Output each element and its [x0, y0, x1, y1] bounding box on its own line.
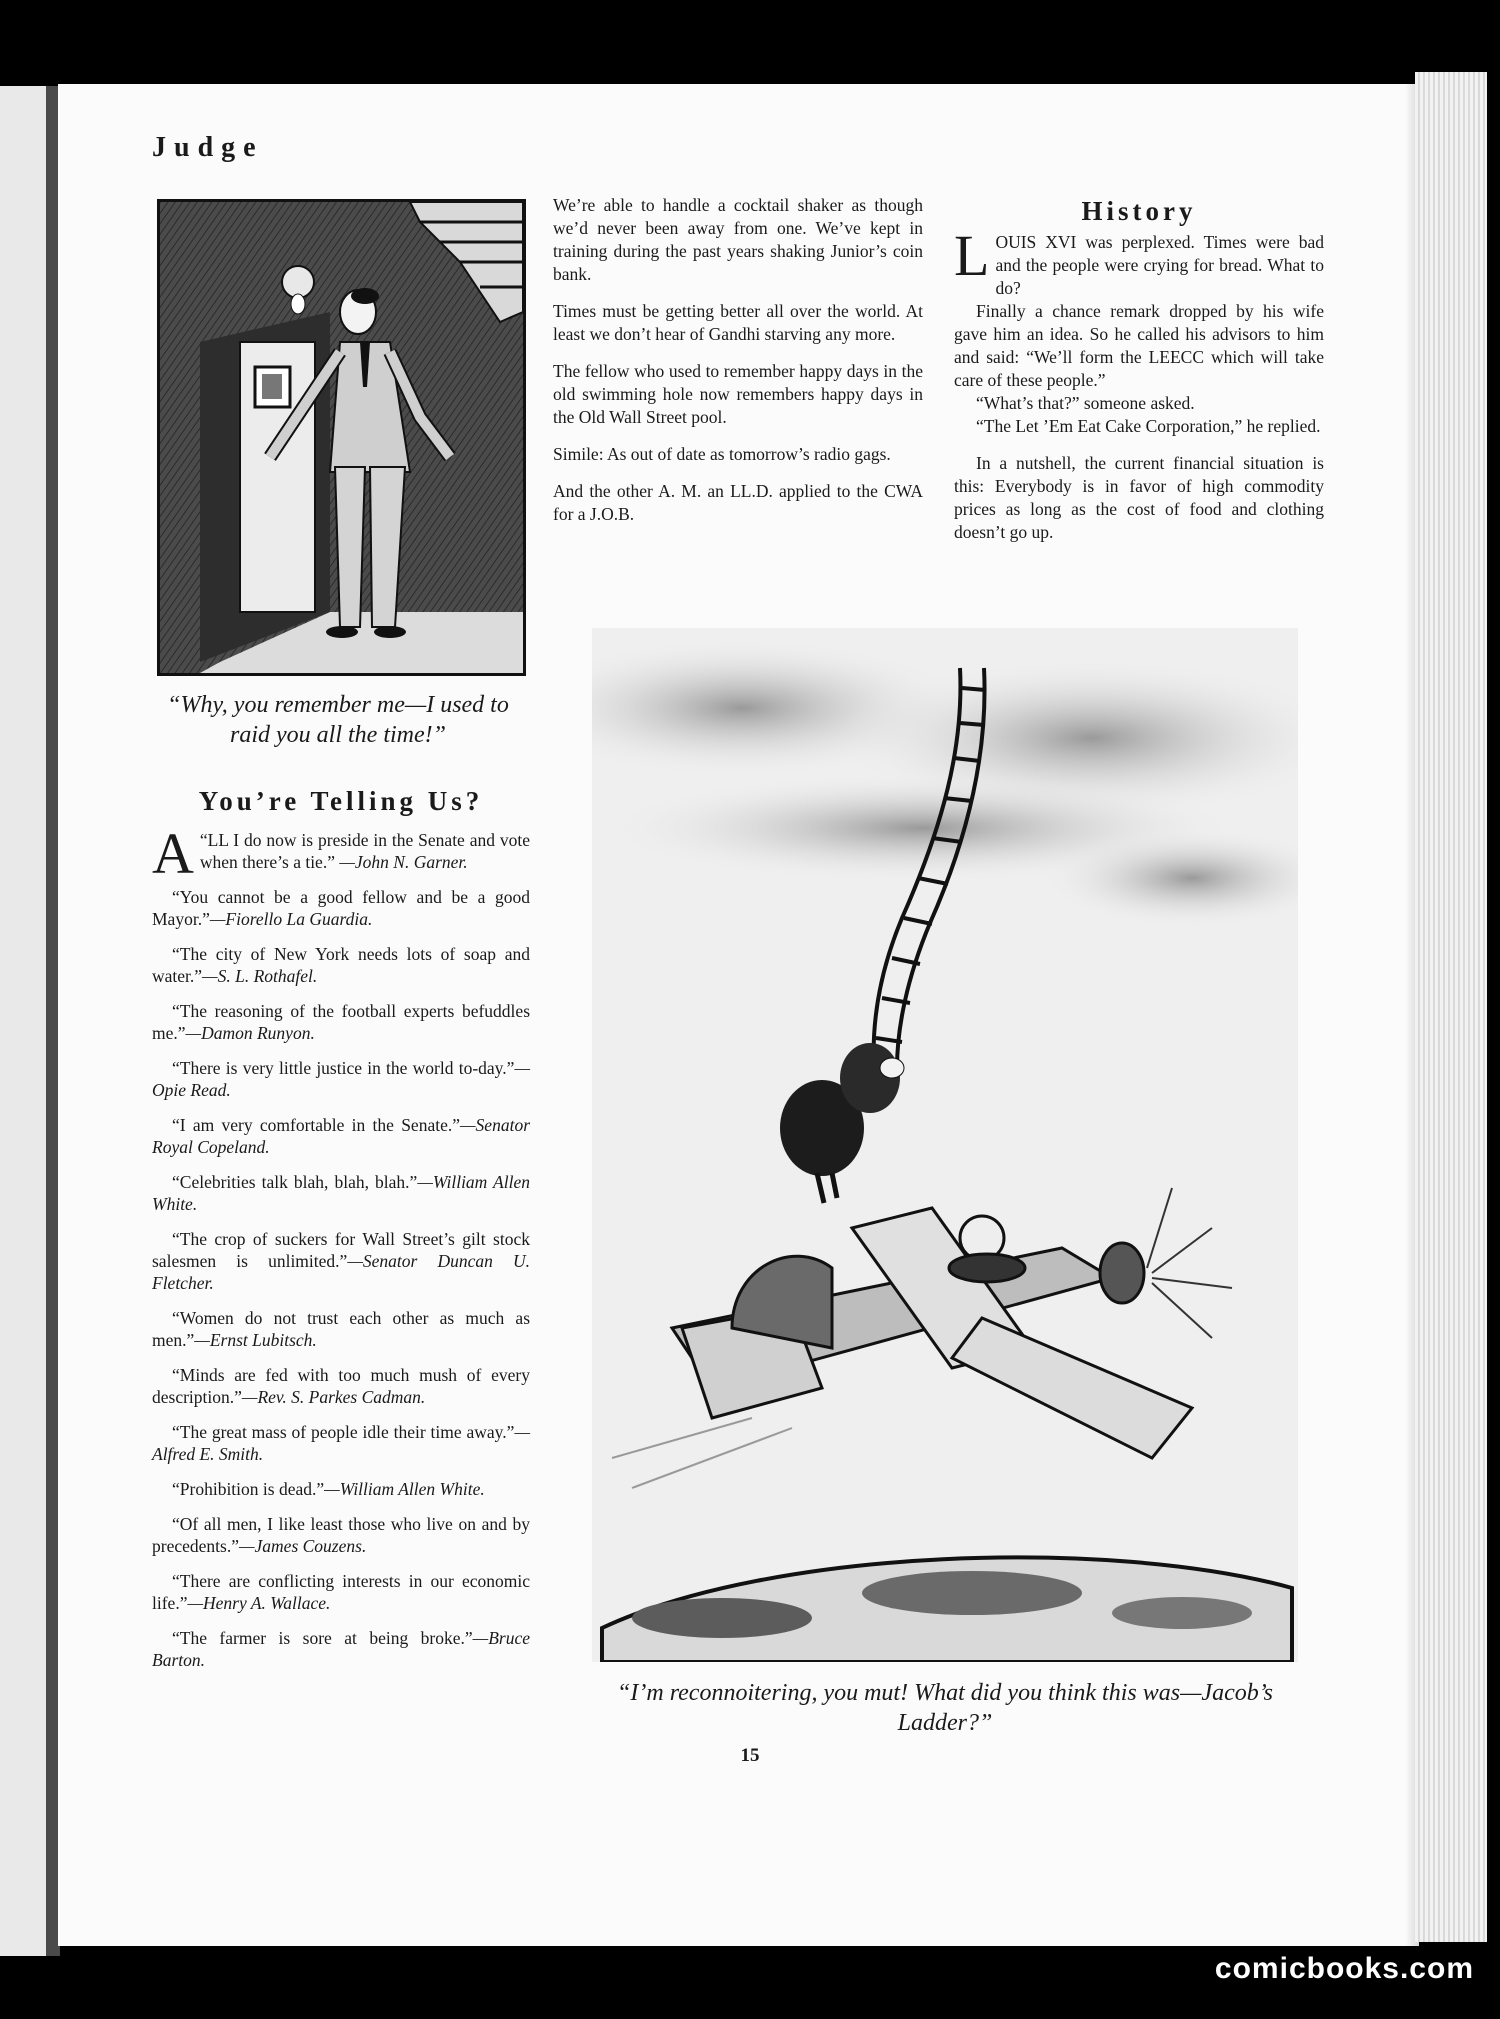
- quote-item: [152, 1171, 530, 1215]
- quote-item: [152, 1570, 530, 1614]
- joke-paragraph: Times must be getting better all over the world. At least we don’t hear of Gandhi starving any more.: [553, 301, 923, 344]
- quote-text: “Celebrities talk blah, blah, blah.”: [172, 1172, 418, 1192]
- cartoon-doorway-illustration: [157, 199, 526, 676]
- quote-item: [152, 1513, 530, 1557]
- quote-text: “There is very little justice in the world to-day.”: [172, 1058, 515, 1078]
- joke-paragraph: The fellow who used to remember happy days in the old swimming hole now remembers happy days in the Old Wall Street pool.: [553, 361, 923, 427]
- quote-text: “Of all men, I like least those who live on and by precedents.”: [152, 1514, 530, 1556]
- quote-item: [152, 1114, 530, 1158]
- quote-text: “The city of New York needs lots of soap and water.”: [152, 944, 530, 986]
- cartoon-airplane-illustration: [592, 628, 1298, 1662]
- history-paragraph: [954, 223, 1324, 300]
- quote-attribution: —Senator Duncan U. Fletcher.: [152, 1251, 530, 1293]
- quote-attribution: —Opie Read.: [152, 1058, 530, 1100]
- quote-attribution: —James Couzens.: [238, 1536, 367, 1556]
- section-heading-telling: You’re Telling Us?: [198, 786, 484, 816]
- page-number: 15: [740, 1745, 760, 1766]
- facing-page-edge: [0, 86, 48, 1956]
- quote-item: [152, 886, 530, 930]
- history-column: [954, 196, 1324, 544]
- quote-attribution: —Damon Runyon.: [185, 1023, 315, 1043]
- quote-item: [152, 1364, 530, 1408]
- quote-text: “The reasoning of the football experts befuddles me.”: [152, 1001, 530, 1043]
- quote-item: [152, 1478, 530, 1500]
- quote-attribution: —Rev. S. Parkes Cadman.: [241, 1387, 426, 1407]
- masthead: Judge: [152, 132, 264, 163]
- quote-attribution: —Ernst Lubitsch.: [194, 1330, 317, 1350]
- quote-item: [152, 1057, 530, 1101]
- quote-attribution: —Senator Royal Copeland.: [152, 1115, 530, 1157]
- quote-attribution: —Henry A. Wallace.: [187, 1593, 331, 1613]
- quote-item: [152, 821, 530, 886]
- history-paragraph: “The Let ’Em Eat Cake Corporation,” he replied.: [976, 416, 1321, 436]
- joke-paragraph: And the other A. M. an LL.D. applied to the CWA for a J.O.B.: [553, 481, 923, 524]
- quote-text: “The crop of suckers for Wall Street’s gilt stock salesmen is unlimited.”: [152, 1229, 530, 1271]
- quote-item: [152, 943, 530, 987]
- quote-text: “There are conflicting interests in our economic life.”: [152, 1571, 530, 1613]
- page-stack-edge: [1415, 72, 1487, 1942]
- history-paragraph: Finally a chance remark dropped by his wife gave him an idea. So he called his advisors to him and said: “We’ll form the LEECC which will take care of these people.”: [954, 301, 1324, 390]
- quotes-column: [152, 786, 530, 1684]
- quote-text: “Minds are fed with too much mush of every description.”: [152, 1365, 530, 1407]
- jokes-column: [553, 194, 923, 540]
- open-quote: “: [199, 830, 208, 850]
- quote-text: “Prohibition is dead.”: [172, 1479, 325, 1499]
- quote-item: [152, 1000, 530, 1044]
- quote-attribution: —Bruce Barton.: [152, 1628, 530, 1670]
- nutshell-paragraph: In a nutshell, the current financial situation is this: Everybody is in favor of high commodity prices as long as the cost of food and clothing doesn’t go up.: [954, 453, 1324, 542]
- quote-item: [152, 1627, 530, 1671]
- drop-cap: L: [954, 223, 990, 288]
- quote-attribution: —Fiorello La Guardia.: [209, 909, 373, 929]
- history-text: OUIS XVI was perplexed. Times were bad and the people were crying for bread. What to do?: [995, 232, 1324, 298]
- joke-paragraph: Simile: As out of date as tomorrow’s radio gags.: [553, 444, 891, 464]
- quote-text: LL I do now is preside in the Senate and vote when there’s a tie.”: [199, 830, 530, 872]
- drop-cap: A: [152, 821, 194, 886]
- quote-text: “I am very comfortable in the Senate.”: [172, 1115, 460, 1135]
- cartoon-caption: “Why, you remember me—I used to raid you all the time!”: [167, 692, 509, 748]
- joke-paragraph: We’re able to handle a cocktail shaker as though we’d never been away from one. We’ve kept in training during the past years shaking Junior’s coin bank.: [553, 195, 923, 284]
- quote-attribution: —Alfred E. Smith.: [152, 1422, 530, 1464]
- cartoon-caption: “I’m reconnoitering, you mut! What did you think this was—Jacob’s Ladder?”: [617, 1680, 1273, 1736]
- quote-text: “The farmer is sore at being broke.”: [172, 1628, 473, 1648]
- quote-attribution: —S. L. Rothafel.: [202, 966, 318, 986]
- quote-item: [152, 1307, 530, 1351]
- section-heading-history: History: [1081, 196, 1197, 226]
- watermark: comicbooks.com: [1214, 1952, 1474, 1985]
- quote-text: “Women do not trust each other as much as men.”: [152, 1308, 530, 1350]
- quote-item: [152, 1228, 530, 1294]
- history-paragraph: “What’s that?” someone asked.: [976, 393, 1195, 413]
- quote-attribution: —William Allen White.: [152, 1172, 530, 1214]
- quote-attribution: —William Allen White.: [324, 1479, 485, 1499]
- quote-text: “You cannot be a good fellow and be a good Mayor.”: [152, 887, 530, 929]
- quote-text: “The great mass of people idle their time away.”: [172, 1422, 515, 1442]
- quote-attribution: —John N. Garner.: [339, 852, 468, 872]
- quote-item: [152, 1421, 530, 1465]
